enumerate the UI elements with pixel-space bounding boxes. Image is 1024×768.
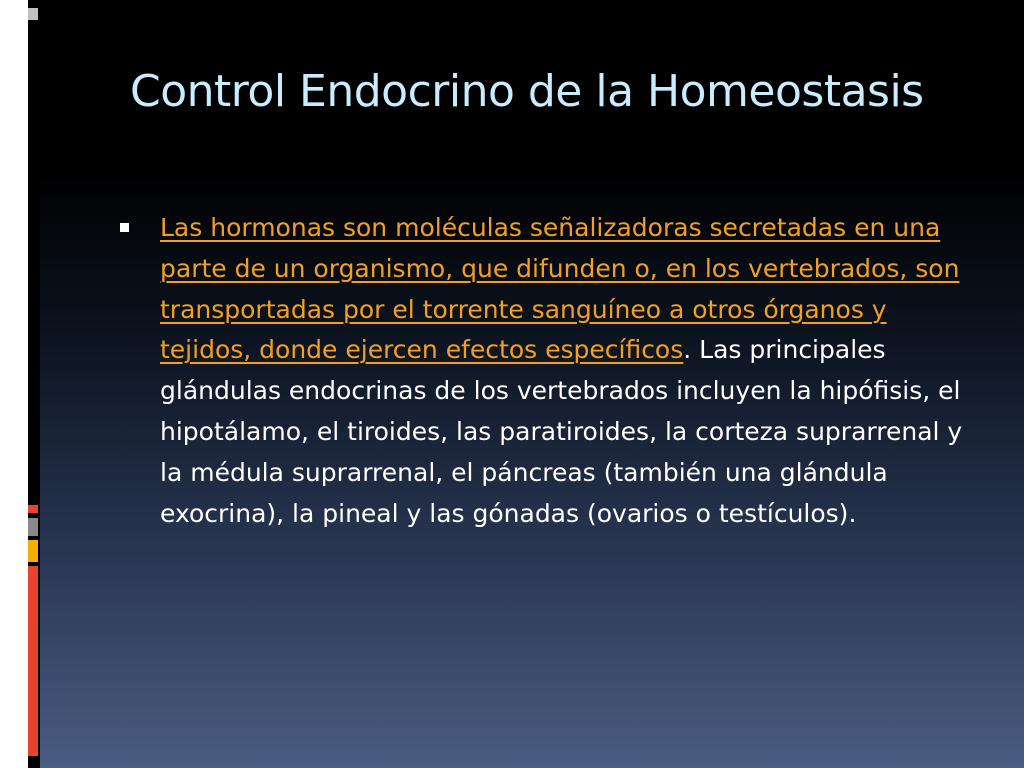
accent-block-top xyxy=(28,8,38,20)
accent-block-yellow xyxy=(28,540,38,562)
accent-block-red-small xyxy=(28,505,38,513)
glands-text: . Las principales glándulas endocrinas de los vertebrados incluyen la hipófisis, el hipotálamo, el tiroides, las paratiroides, la corteza suprarrenal y la médula suprarrenal, el páncreas (también una glándula exocrina), la pineal y las gónadas (ovarios o testículos). xyxy=(160,335,963,528)
slide-title: Control Endocrino de la Homeostasis xyxy=(130,66,924,117)
bullet-item xyxy=(120,208,970,534)
accent-block-gray xyxy=(28,518,38,536)
square-bullet-icon xyxy=(120,223,129,232)
slide-content xyxy=(120,208,970,534)
accent-block-red-long xyxy=(28,566,38,756)
hormones-definition-link[interactable]: Las hormonas son moléculas señalizadoras secretadas en una parte de un organismo, que difunden o, en los vertebrados, son transportadas por el torrente sanguíneo a otros órganos y tejidos, donde ejercen efectos específicos xyxy=(160,213,960,365)
